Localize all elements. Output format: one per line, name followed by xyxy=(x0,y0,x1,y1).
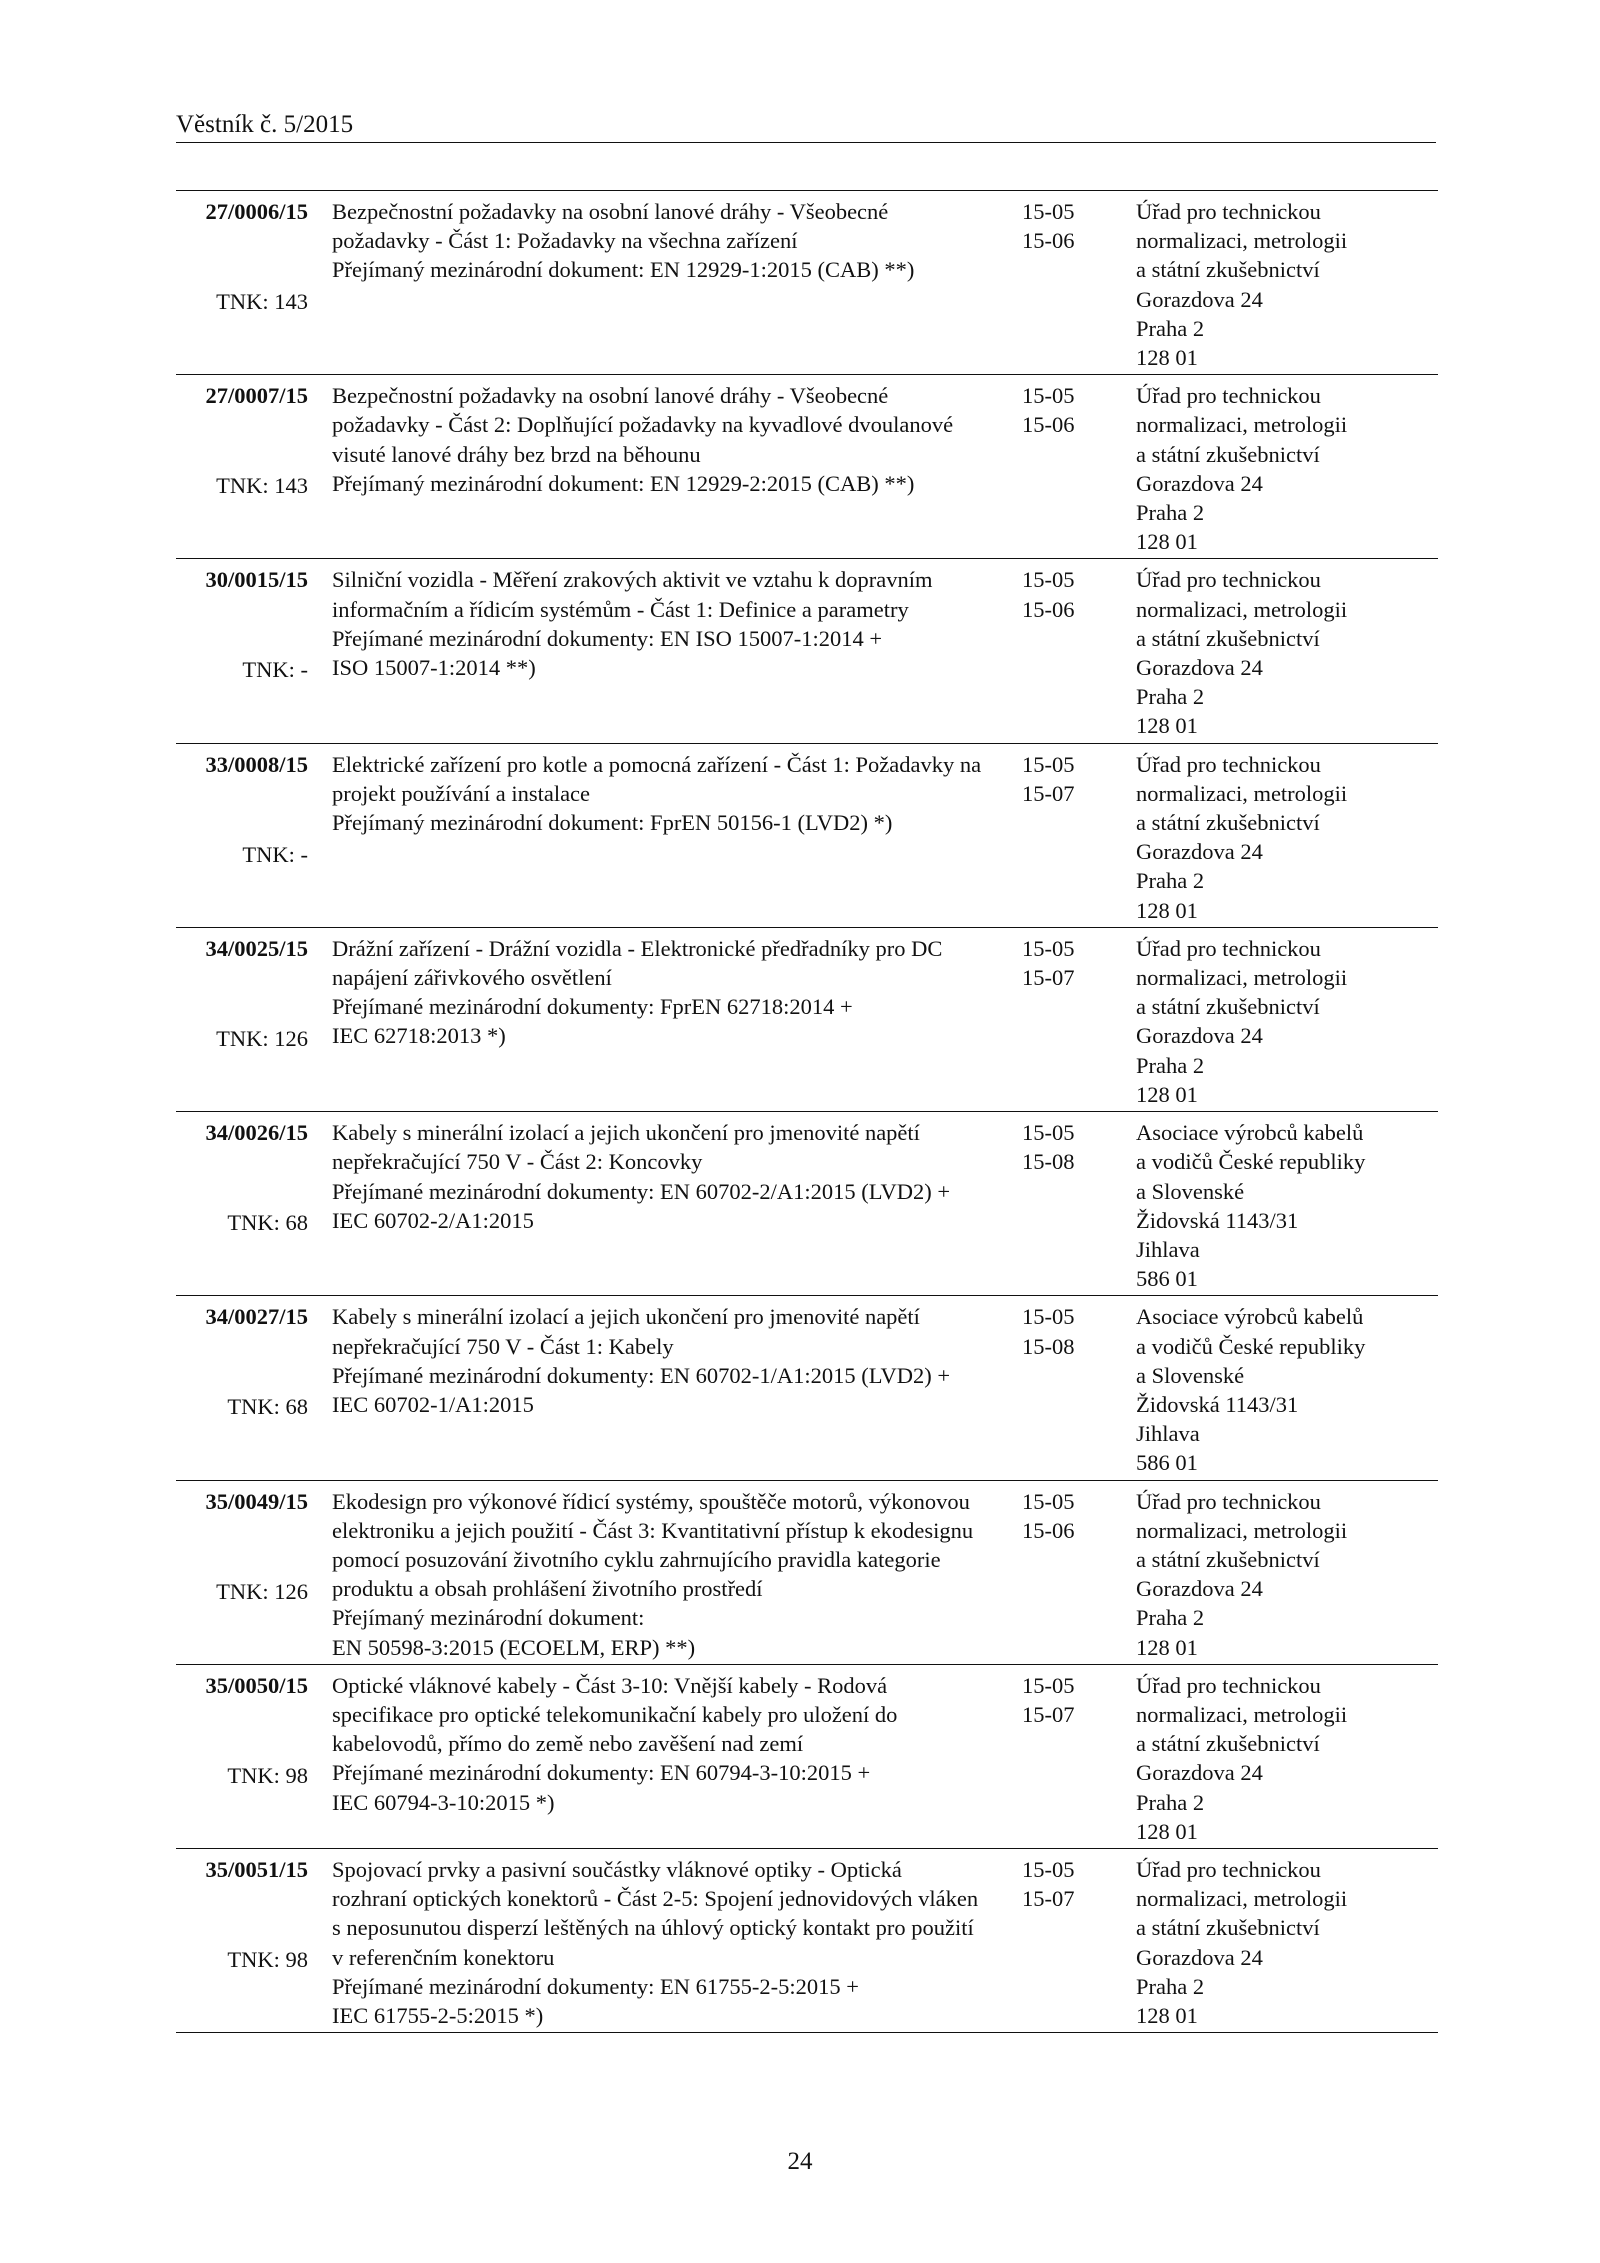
address-line: Úřad pro technickou xyxy=(1136,1488,1321,1514)
date-code: 15-05 xyxy=(1022,199,1075,224)
address-line: a vodičů České republiky xyxy=(1136,1333,1366,1359)
processor-address-cell xyxy=(1136,1671,1438,1846)
date-code: 15-05 xyxy=(1022,751,1075,777)
address-line: a Slovenské xyxy=(1136,1362,1245,1388)
title-line: Přejímaný mezinárodní dokument: EN 12929-1:2015 (CAB) **) xyxy=(332,257,915,283)
tnk-label: TNK: 68 xyxy=(227,1394,308,1420)
title-line: IEC 60702-2/A1:2015 xyxy=(332,1207,534,1233)
table-row xyxy=(176,375,1438,559)
table-row xyxy=(176,1481,1438,1665)
table-row xyxy=(176,928,1438,1112)
title-line: Drážní zařízení - Drážní vozidla - Elektronické předřadníky pro DC xyxy=(332,935,943,961)
address-line: a státní zkušebnictví xyxy=(1136,257,1320,283)
dates-cell xyxy=(1016,1118,1136,1293)
address-line: normalizaci, metrologii xyxy=(1136,965,1348,991)
address-line: Úřad pro technickou xyxy=(1136,567,1321,593)
standard-title-cell xyxy=(312,1487,1016,1662)
address-line: normalizaci, metrologii xyxy=(1136,1886,1348,1912)
title-line: nepřekračující 750 V - Část 1: Kabely xyxy=(332,1333,674,1359)
title-line: elektroniku a jejich použití - Část 3: Kvantitativní přístup k ekodesignu xyxy=(332,1517,974,1543)
dates-cell xyxy=(1016,565,1136,740)
address-line: a státní zkušebnictví xyxy=(1136,625,1320,651)
standard-title-cell xyxy=(312,934,1016,1109)
standard-id-cell xyxy=(176,197,312,372)
standard-id-cell xyxy=(176,1487,312,1662)
standard-id-cell xyxy=(176,1302,312,1477)
date-code: 15-05 xyxy=(1022,1304,1075,1330)
journal-title: Věstník č. 5/2015 xyxy=(176,111,354,138)
address-line: 586 01 xyxy=(1136,1450,1198,1476)
address-line: Gorazdova 24 xyxy=(1136,1576,1263,1602)
standard-title-cell xyxy=(312,750,1016,925)
date-code: 15-08 xyxy=(1022,1149,1075,1175)
date-code: 15-05 xyxy=(1022,1120,1075,1146)
address-line: a vodičů České republiky xyxy=(1136,1149,1366,1175)
standard-id-cell xyxy=(176,750,312,925)
address-line: Gorazdova 24 xyxy=(1136,1944,1263,1970)
title-line: specifikace pro optické telekomunikační kabely pro uložení do xyxy=(332,1701,898,1727)
title-line: Přejímané mezinárodní dokumenty: FprEN 62718:2014 + xyxy=(332,994,853,1020)
address-line: Gorazdova 24 xyxy=(1136,1760,1263,1786)
address-line: normalizaci, metrologii xyxy=(1136,228,1348,254)
standard-number: 34/0026/15 xyxy=(205,1120,308,1146)
address-line: a státní zkušebnictví xyxy=(1136,994,1320,1020)
standard-number: 35/0051/15 xyxy=(205,1856,308,1882)
title-line: Přejímané mezinárodní dokumenty: EN 60702-2/A1:2015 (LVD2) + xyxy=(332,1178,951,1204)
dates-cell xyxy=(1016,1302,1136,1477)
tnk-label: TNK: 68 xyxy=(227,1210,308,1236)
address-line: Asociace výrobců kabelů xyxy=(1136,1304,1364,1330)
title-line: Silniční vozidla - Měření zrakových aktivit ve vztahu k dopravním xyxy=(332,567,933,593)
tnk-label: TNK: 143 xyxy=(216,473,308,499)
date-code: 15-06 xyxy=(1022,228,1075,254)
standard-number: 34/0027/15 xyxy=(205,1304,308,1330)
address-line: Praha 2 xyxy=(1136,1973,1205,1999)
title-line: Přejímaný mezinárodní dokument: xyxy=(332,1605,645,1631)
address-line: Praha 2 xyxy=(1136,315,1205,341)
address-line: a státní zkušebnictví xyxy=(1136,1915,1320,1941)
address-line: Praha 2 xyxy=(1136,1605,1205,1631)
address-line: 128 01 xyxy=(1136,1081,1198,1107)
tnk-label: TNK: - xyxy=(242,657,308,683)
address-line: normalizaci, metrologii xyxy=(1136,596,1348,622)
standard-title-cell xyxy=(312,1855,1016,2030)
title-line: informačním a řídicím systémům - Část 1: Definice a parametry xyxy=(332,596,909,622)
page-header xyxy=(176,110,1436,143)
date-code: 15-06 xyxy=(1022,1517,1075,1543)
address-line: 128 01 xyxy=(1136,713,1198,739)
dates-cell xyxy=(1016,934,1136,1109)
address-line: Gorazdova 24 xyxy=(1136,286,1263,312)
table-row xyxy=(176,559,1438,743)
address-line: Praha 2 xyxy=(1136,1789,1205,1815)
address-line: 128 01 xyxy=(1136,2002,1198,2028)
address-line: Židovská 1143/31 xyxy=(1136,1391,1299,1417)
address-line: 586 01 xyxy=(1136,1266,1198,1292)
address-line: Úřad pro technickou xyxy=(1136,751,1321,777)
standard-number: 35/0049/15 xyxy=(205,1488,308,1514)
date-code: 15-07 xyxy=(1022,1701,1075,1727)
dates-cell xyxy=(1016,1855,1136,2030)
title-line: Optické vláknové kabely - Část 3-10: Vnější kabely - Rodová xyxy=(332,1672,888,1698)
standard-id-cell xyxy=(176,381,312,556)
processor-address-cell xyxy=(1136,565,1438,740)
tnk-label: TNK: 98 xyxy=(227,1946,308,1972)
address-line: Židovská 1143/31 xyxy=(1136,1207,1299,1233)
title-line: s neposunutou disperzí leštěných na úhlový optický kontakt pro použití xyxy=(332,1915,974,1941)
table-row xyxy=(176,1296,1438,1480)
title-line: Přejímané mezinárodní dokumenty: EN 61755-2-5:2015 + xyxy=(332,1973,859,1999)
address-line: 128 01 xyxy=(1136,1818,1198,1844)
dates-cell xyxy=(1016,750,1136,925)
standard-id-cell xyxy=(176,1855,312,2030)
address-line: normalizaci, metrologii xyxy=(1136,780,1348,806)
date-code: 15-05 xyxy=(1022,1488,1075,1514)
address-line: Gorazdova 24 xyxy=(1136,655,1263,681)
date-code: 15-06 xyxy=(1022,596,1075,622)
title-line: požadavky - Část 1: Požadavky na všechna zařízení xyxy=(332,228,798,254)
title-line: v referenčním konektoru xyxy=(332,1944,555,1970)
title-line: Přejímané mezinárodní dokumenty: EN ISO 15007-1:2014 + xyxy=(332,625,883,651)
title-line: požadavky - Část 2: Doplňující požadavky na kyvadlové dvoulanové xyxy=(332,412,954,438)
date-code: 15-08 xyxy=(1022,1333,1075,1359)
address-line: Praha 2 xyxy=(1136,500,1205,526)
title-line: kabelovodů, přímo do země nebo zavěšení nad zemí xyxy=(332,1731,804,1757)
title-line: Bezpečnostní požadavky na osobní lanové dráhy - Všeobecné xyxy=(332,199,889,224)
title-line: Přejímané mezinárodní dokumenty: EN 60702-1/A1:2015 (LVD2) + xyxy=(332,1362,951,1388)
standard-number: 30/0015/15 xyxy=(205,567,308,593)
address-line: a státní zkušebnictví xyxy=(1136,810,1320,836)
address-line: Gorazdova 24 xyxy=(1136,839,1263,865)
date-code: 15-07 xyxy=(1022,1886,1075,1912)
tnk-label: TNK: 143 xyxy=(216,289,308,314)
page-number: 24 xyxy=(787,2148,813,2175)
address-line: a státní zkušebnictví xyxy=(1136,1731,1320,1757)
standard-title-cell xyxy=(312,1671,1016,1846)
tnk-label: TNK: - xyxy=(242,841,308,867)
title-line: Elektrické zařízení pro kotle a pomocná zařízení - Část 1: Požadavky na xyxy=(332,751,982,777)
address-line: Jihlava xyxy=(1136,1236,1200,1262)
standard-id-cell xyxy=(176,1671,312,1846)
address-line: Gorazdova 24 xyxy=(1136,470,1263,496)
address-line: a státní zkušebnictví xyxy=(1136,1546,1320,1572)
processor-address-cell xyxy=(1136,750,1438,925)
standard-id-cell xyxy=(176,565,312,740)
address-line: a Slovenské xyxy=(1136,1178,1245,1204)
processor-address-cell xyxy=(1136,1855,1438,2030)
address-line: 128 01 xyxy=(1136,529,1198,555)
standard-number: 27/0006/15 xyxy=(205,199,308,224)
title-line: Přejímané mezinárodní dokumenty: EN 60794-3-10:2015 + xyxy=(332,1760,871,1786)
address-line: Úřad pro technickou xyxy=(1136,1672,1321,1698)
tnk-label: TNK: 126 xyxy=(216,1578,308,1604)
title-line: Bezpečnostní požadavky na osobní lanové dráhy - Všeobecné xyxy=(332,383,889,409)
address-line: Jihlava xyxy=(1136,1421,1200,1447)
title-line: Kabely s minerální izolací a jejich ukončení pro jmenovité napětí xyxy=(332,1120,920,1146)
title-line: IEC 60794-3-10:2015 *) xyxy=(332,1789,555,1815)
title-line: produktu a obsah prohlášení životního prostředí xyxy=(332,1576,763,1602)
standard-number: 27/0007/15 xyxy=(205,383,308,409)
standard-title-cell xyxy=(312,197,1016,372)
dates-cell xyxy=(1016,197,1136,372)
title-line: EN 50598-3:2015 (ECOELM, ERP) **) xyxy=(332,1634,696,1660)
standard-title-cell xyxy=(312,1302,1016,1477)
standard-number: 34/0025/15 xyxy=(205,935,308,961)
title-line: Ekodesign pro výkonové řídicí systémy, spouštěče motorů, výkonovou xyxy=(332,1488,970,1514)
title-line: Spojovací prvky a pasivní součástky vláknové optiky - Optická xyxy=(332,1856,902,1882)
standard-title-cell xyxy=(312,1118,1016,1293)
address-line: Gorazdova 24 xyxy=(1136,1023,1263,1049)
title-line: visuté lanové dráhy bez brzd na běhounu xyxy=(332,441,701,467)
title-line: Kabely s minerální izolací a jejich ukončení pro jmenovité napětí xyxy=(332,1304,920,1330)
processor-address-cell xyxy=(1136,1487,1438,1662)
processor-address-cell xyxy=(1136,381,1438,556)
table-row xyxy=(176,744,1438,928)
title-line: IEC 62718:2013 *) xyxy=(332,1023,506,1049)
date-code: 15-05 xyxy=(1022,383,1075,409)
address-line: Praha 2 xyxy=(1136,1052,1205,1078)
standard-title-cell xyxy=(312,565,1016,740)
title-line: rozhraní optických konektorů - Část 2-5: Spojení jednovidových vláken xyxy=(332,1886,979,1912)
address-line: Úřad pro technickou xyxy=(1136,199,1321,224)
dates-cell xyxy=(1016,1671,1136,1846)
table-row xyxy=(176,191,1438,375)
address-line: normalizaci, metrologii xyxy=(1136,1701,1348,1727)
date-code: 15-07 xyxy=(1022,780,1075,806)
date-code: 15-05 xyxy=(1022,1672,1075,1698)
standard-number: 35/0050/15 xyxy=(205,1672,308,1698)
standard-id-cell xyxy=(176,934,312,1109)
title-line: ISO 15007-1:2014 **) xyxy=(332,655,536,681)
address-line: Praha 2 xyxy=(1136,684,1205,710)
title-line: Přejímaný mezinárodní dokument: FprEN 50156-1 (LVD2) *) xyxy=(332,810,893,836)
date-code: 15-05 xyxy=(1022,567,1075,593)
standard-title-cell xyxy=(312,381,1016,556)
tnk-label: TNK: 126 xyxy=(216,1025,308,1051)
standard-id-cell xyxy=(176,1118,312,1293)
address-line: normalizaci, metrologii xyxy=(1136,1517,1348,1543)
address-line: 128 01 xyxy=(1136,897,1198,923)
title-line: napájení zářivkového osvětlení xyxy=(332,965,612,991)
processor-address-cell xyxy=(1136,934,1438,1109)
address-line: Úřad pro technickou xyxy=(1136,1856,1321,1882)
title-line: IEC 60702-1/A1:2015 xyxy=(332,1391,534,1417)
address-line: Asociace výrobců kabelů xyxy=(1136,1120,1364,1146)
title-line: IEC 61755-2-5:2015 *) xyxy=(332,2002,544,2028)
date-code: 15-05 xyxy=(1022,935,1075,961)
date-code: 15-07 xyxy=(1022,965,1075,991)
title-line: nepřekračující 750 V - Část 2: Koncovky xyxy=(332,1149,703,1175)
dates-cell xyxy=(1016,381,1136,556)
title-line: pomocí posuzování životního cyklu zahrnujícího pravidla kategorie xyxy=(332,1546,941,1572)
date-code: 15-05 xyxy=(1022,1856,1075,1882)
table-row xyxy=(176,1849,1438,2033)
title-line: Přejímaný mezinárodní dokument: EN 12929-2:2015 (CAB) **) xyxy=(332,470,915,496)
page-footer xyxy=(0,2148,1600,2176)
address-line: 128 01 xyxy=(1136,1634,1198,1660)
address-line: 128 01 xyxy=(1136,345,1198,371)
processor-address-cell xyxy=(1136,1118,1438,1293)
processor-address-cell xyxy=(1136,197,1438,372)
standard-number: 33/0008/15 xyxy=(205,751,308,777)
table-row xyxy=(176,1112,1438,1296)
standards-table xyxy=(176,190,1438,2033)
processor-address-cell xyxy=(1136,1302,1438,1477)
address-line: Praha 2 xyxy=(1136,868,1205,894)
title-line: projekt používání a instalace xyxy=(332,780,591,806)
address-line: a státní zkušebnictví xyxy=(1136,441,1320,467)
dates-cell xyxy=(1016,1487,1136,1662)
tnk-label: TNK: 98 xyxy=(227,1762,308,1788)
address-line: normalizaci, metrologii xyxy=(1136,412,1348,438)
date-code: 15-06 xyxy=(1022,412,1075,438)
table-row xyxy=(176,1665,1438,1849)
address-line: Úřad pro technickou xyxy=(1136,383,1321,409)
address-line: Úřad pro technickou xyxy=(1136,935,1321,961)
